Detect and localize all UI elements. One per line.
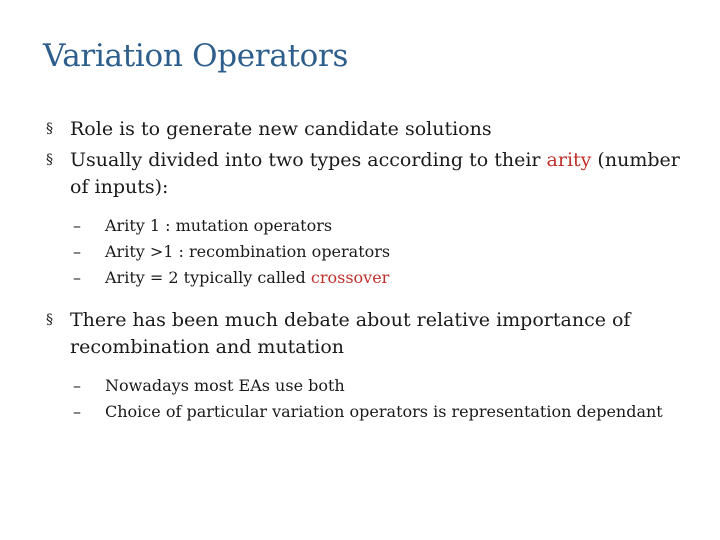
- sub-text: Arity 1 : mutation operators: [105, 216, 333, 235]
- sub-list: [46, 213, 696, 291]
- sub-text: Arity >1 : recombination operators: [105, 242, 391, 261]
- sub-text: Arity = 2 typically called: [105, 268, 311, 287]
- bullet-item: [46, 116, 696, 143]
- bullet-item: [46, 147, 696, 201]
- sub-item: [73, 399, 696, 425]
- sub-item: [73, 213, 696, 239]
- slide-title: Variation Operators: [43, 38, 349, 74]
- bullet-text: Usually divided into two types according to their: [70, 149, 547, 171]
- bullet-marker: §: [46, 312, 53, 328]
- sub-item: [73, 265, 696, 291]
- sub-item: [73, 373, 696, 399]
- bullet-text: (number of inputs):: [70, 149, 680, 198]
- sub-marker: –: [73, 242, 81, 261]
- bullet-item: [46, 307, 696, 361]
- sub-text: Nowadays most EAs use both: [105, 376, 345, 395]
- sub-marker: –: [73, 376, 81, 395]
- sub-marker: –: [73, 402, 81, 421]
- sub-marker: –: [73, 268, 81, 287]
- sub-text: Choice of particular variation operators is representation dependant: [105, 402, 663, 421]
- bullet-marker: §: [46, 121, 53, 137]
- highlight-term: crossover: [310, 268, 390, 287]
- bullet-text: Role is to generate new candidate solutions: [70, 118, 492, 140]
- bullet-marker: §: [46, 152, 53, 168]
- sub-item: [73, 239, 696, 265]
- bullet-text: There has been much debate about relative importance of recombination and mutation: [70, 309, 631, 358]
- sub-list: [46, 373, 696, 425]
- sub-marker: –: [73, 216, 81, 235]
- slide-content: [46, 116, 696, 425]
- highlight-term: arity: [546, 149, 592, 171]
